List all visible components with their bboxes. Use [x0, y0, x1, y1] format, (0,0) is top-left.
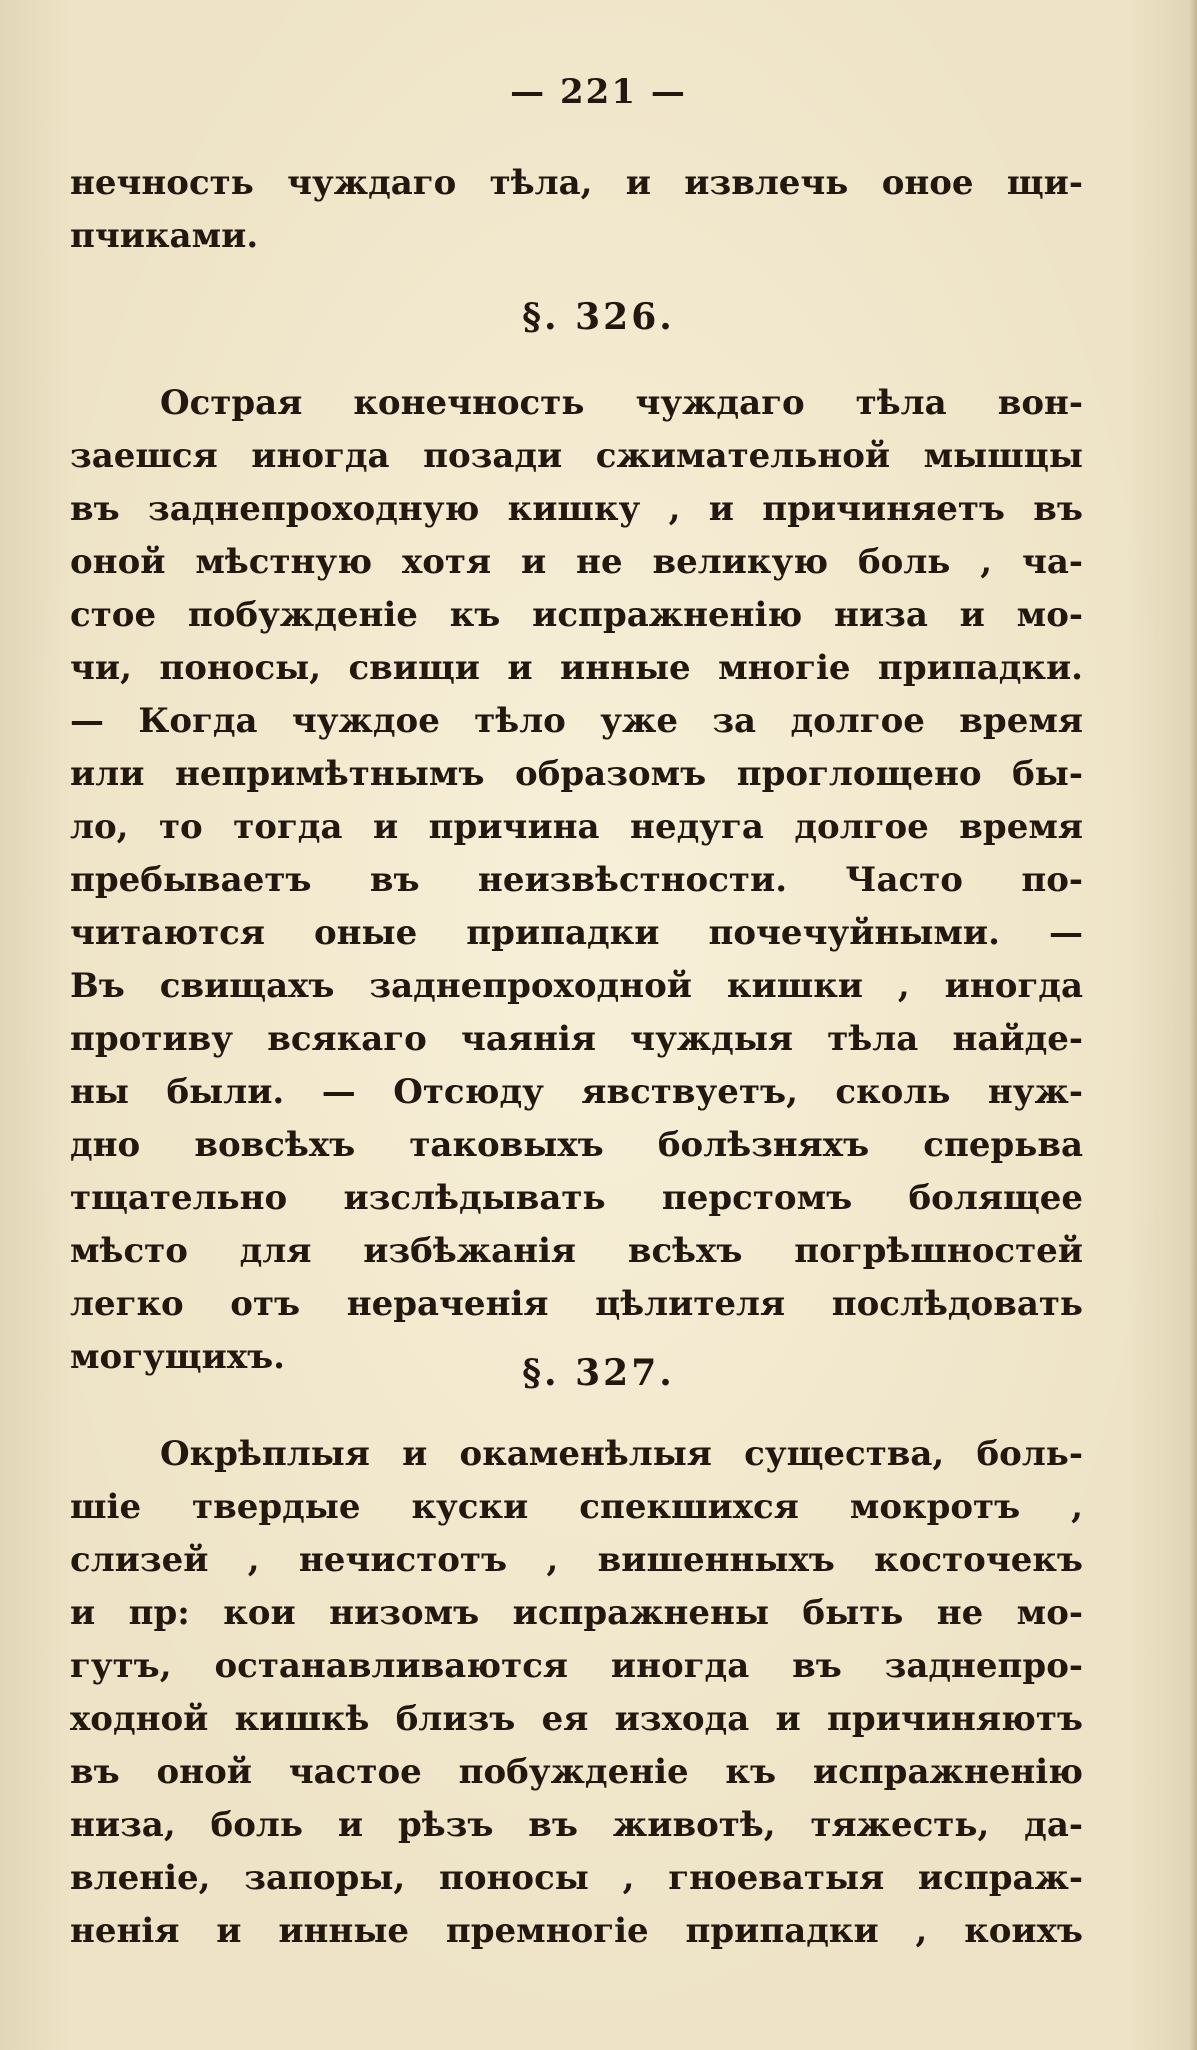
text-line: оной мѣстную хотя и не великую боль , ча-: [70, 542, 1083, 582]
text-line: въ оной частое побужденіе къ испражненію: [70, 1752, 1083, 1792]
text-line: чи, поносы, свищи и инные многіе припадки.: [70, 648, 1083, 688]
text-line: шіе твердые куски спекшихся мокротъ ,: [70, 1487, 1083, 1527]
text-line: противу всякаго чаянія чуждыя тѣла найде-: [70, 1019, 1083, 1059]
text-line: нечность чуждаго тѣла, и извлечь оное щи-: [70, 163, 1083, 203]
text-line: заешся иногда позади сжимательной мышцы: [70, 436, 1083, 476]
text-line: слизей , нечистотъ , вишенныхъ косточекъ: [70, 1540, 1083, 1580]
section-heading-327: §. 327.: [522, 1352, 675, 1394]
section-327-paragraph: [70, 1428, 1083, 1958]
text-line: Окрѣплыя и окаменѣлыя существа, боль-: [160, 1434, 1083, 1474]
text-line: въ заднепроходную кишку , и причиняетъ въ: [70, 489, 1083, 529]
text-line: читаются оные припадки почечуйными. —: [70, 913, 1083, 953]
text-line: вленіе, запоры, поносы , гноеватыя испраж-: [70, 1858, 1083, 1898]
text-line: стое побужденіе къ испражненію низа и мо-: [70, 595, 1083, 635]
text-line: и пр: кои низомъ испражнены быть не мо-: [70, 1593, 1083, 1633]
text-line: — Когда чуждое тѣло уже за долгое время: [70, 701, 1083, 741]
text-line: легко отъ нераченія цѣлителя послѣдовать: [70, 1284, 1083, 1324]
text-line: мѣсто для избѣжанія всѣхъ погрѣшностей: [70, 1231, 1083, 1271]
text-line: низа, боль и рѣзъ въ животѣ, тяжесть, да-: [70, 1805, 1083, 1845]
page-number: — 221 —: [510, 72, 687, 112]
text-line: ненія и инные премногіе припадки , коихъ: [70, 1911, 1083, 1951]
text-line: Въ свищахъ заднепроходной кишки , иногда: [70, 966, 1083, 1006]
text-line: Острая конечность чуждаго тѣла вон-: [160, 383, 1083, 423]
text-line: могущихъ.: [70, 1337, 286, 1377]
section-326-paragraph: [70, 377, 1083, 1384]
text-line: дно вовсѣхъ таковыхъ болѣзняхъ сперьва: [70, 1125, 1083, 1165]
continuation-paragraph: [70, 157, 1083, 263]
text-line: гутъ, останавливаются иногда въ заднепро-: [70, 1646, 1083, 1686]
text-line: ло, то тогда и причина недуга долгое время: [70, 807, 1083, 847]
text-line: или непримѣтнымъ образомъ проглощено бы-: [70, 754, 1083, 794]
section-heading-326: §. 326.: [522, 296, 675, 338]
text-line: ны были. — Отсюду явствуетъ, сколь нуж-: [70, 1072, 1083, 1112]
text-line: тщательно изслѣдывать перстомъ болящее: [70, 1178, 1083, 1218]
text-line: пчиками.: [70, 216, 259, 256]
text-line: пребываетъ въ неизвѣстности. Часто по-: [70, 860, 1083, 900]
text-line: ходной кишкѣ близъ ея изхода и причиняютъ: [70, 1699, 1083, 1739]
